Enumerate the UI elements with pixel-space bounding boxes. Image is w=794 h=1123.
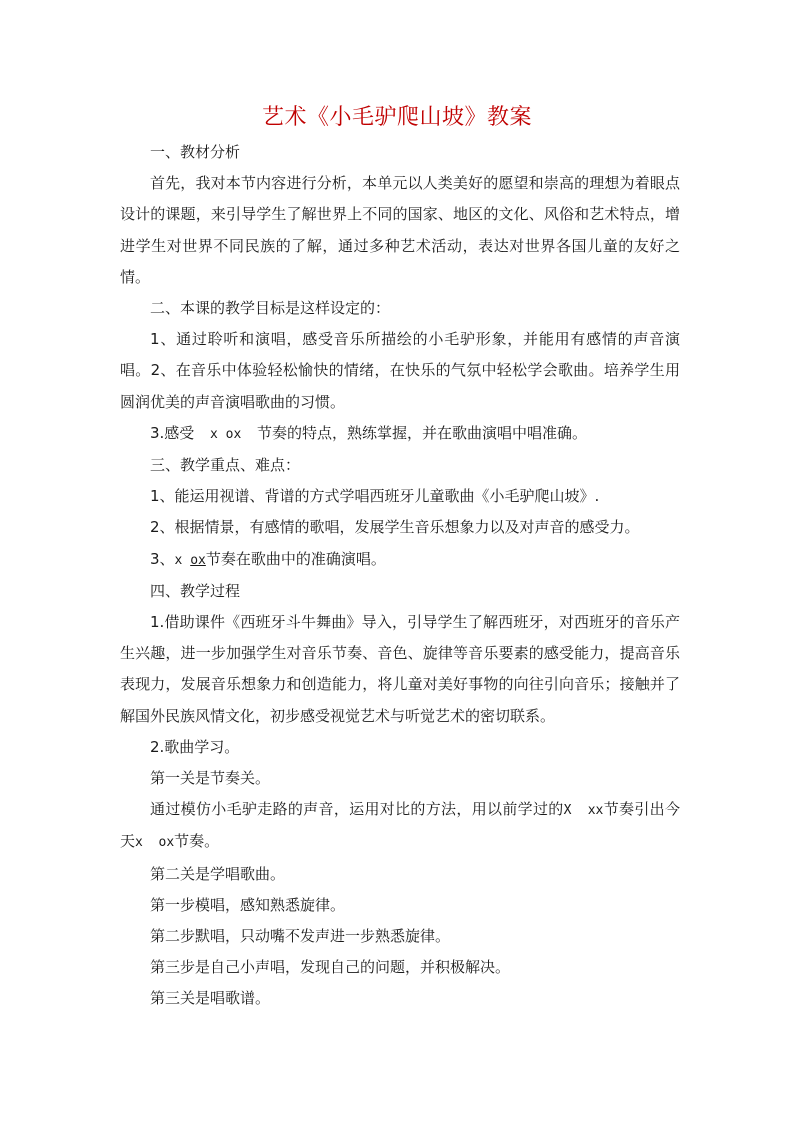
section-heading-process: 四、教学过程 <box>150 581 241 600</box>
pass-2-step-2: 第二步默唱，只动嘴不发声进一步熟悉旋律。 <box>150 927 451 946</box>
process-step-2: 2.歌曲学习。 <box>150 737 240 756</box>
pass-2-step-3: 第三步是自己小声唱，发现自己的问题，并积极解决。 <box>150 958 511 977</box>
key-point-3-rhythm-x: x <box>174 552 191 568</box>
pass-1-description <box>120 794 680 858</box>
document-body <box>120 137 680 1015</box>
section-heading-analysis: 一、教材分析 <box>150 143 241 161</box>
pass-1-text-b: 节奏引出今天 <box>120 800 680 851</box>
key-point-1: 1、能运用视谱、背谱的方式学唱西班牙儿童歌曲《小毛驴爬山坡》. <box>150 487 600 506</box>
key-point-3-text: 节奏在歌曲中的准确演唱。 <box>205 549 386 568</box>
pass-1-heading: 第一关是节奏关。 <box>150 769 271 788</box>
goals-paragraph: 1、通过聆听和演唱，感受音乐所描绘的小毛驴形象，并能用有感情的声音演唱。2、在音乐中体验轻松愉快的情绪，在快乐的气氛中轻松学会歌曲。培养学生用圆润优美的声音演唱歌曲的习惯。 <box>120 330 680 411</box>
section-heading-goals: 二、本课的教学目标是这样设定的： <box>150 299 391 318</box>
goal-3-prefix: 3.感受 <box>150 423 195 442</box>
goal-3-text: 节奏的特点，熟练掌握，并在歌曲演唱中唱准确。 <box>256 423 587 442</box>
section-heading-key-points: 三、教学重点、难点： <box>150 456 301 475</box>
pass-2-step-1: 第一步模唱，感知熟悉旋律。 <box>150 895 346 914</box>
goal-3-rhythm: x ox <box>194 426 257 442</box>
pass-1-text-a: 通过模仿小毛驴走路的声音，运用对比的方法，用以前学过的 <box>150 800 564 819</box>
pass-1-rhythm-old: X xx <box>563 803 604 819</box>
key-point-3-rhythm-ox: ox <box>190 552 206 568</box>
goal-3 <box>120 418 680 450</box>
analysis-paragraph: 首先，我对本节内容进行分析，本单元以人类美好的愿望和崇高的理想为着眼点设计的课题，来引导学生了解世界上不同的国家、地区的文化、风俗和艺术特点，增进学生对世界不同民族的了解，通过多种艺术活动，表达对世界各国儿童的友好之情。 <box>120 174 680 286</box>
pass-1-rhythm-new: x ox <box>135 835 175 851</box>
pass-1-text-c: 节奏。 <box>174 832 220 851</box>
key-point-3-prefix: 3、 <box>150 549 175 568</box>
process-step-1: 1.借助课件《西班牙斗牛舞曲》导入，引导学生了解西班牙，对西班牙的音乐产生兴趣，进一步加强学生对音乐节奏、音色、旋律等音乐要素的感受能力，提高音乐表现力，发展音乐想象力和创造能力，将儿童对美好事物的向往引向音乐；接触并了解国外民族风情文化，初步感受视觉艺术与听觉艺术的密切联系。 <box>120 613 680 725</box>
pass-3-heading: 第三关是唱歌谱。 <box>150 989 271 1008</box>
key-point-2: 2、根据情景，有感情的歌唱，发展学生音乐想象力以及对声音的感受力。 <box>150 518 640 537</box>
pass-2-heading: 第二关是学唱歌曲。 <box>150 864 286 883</box>
key-point-3 <box>120 544 680 576</box>
document-title: 艺术《小毛驴爬山坡》教案 <box>261 105 532 130</box>
